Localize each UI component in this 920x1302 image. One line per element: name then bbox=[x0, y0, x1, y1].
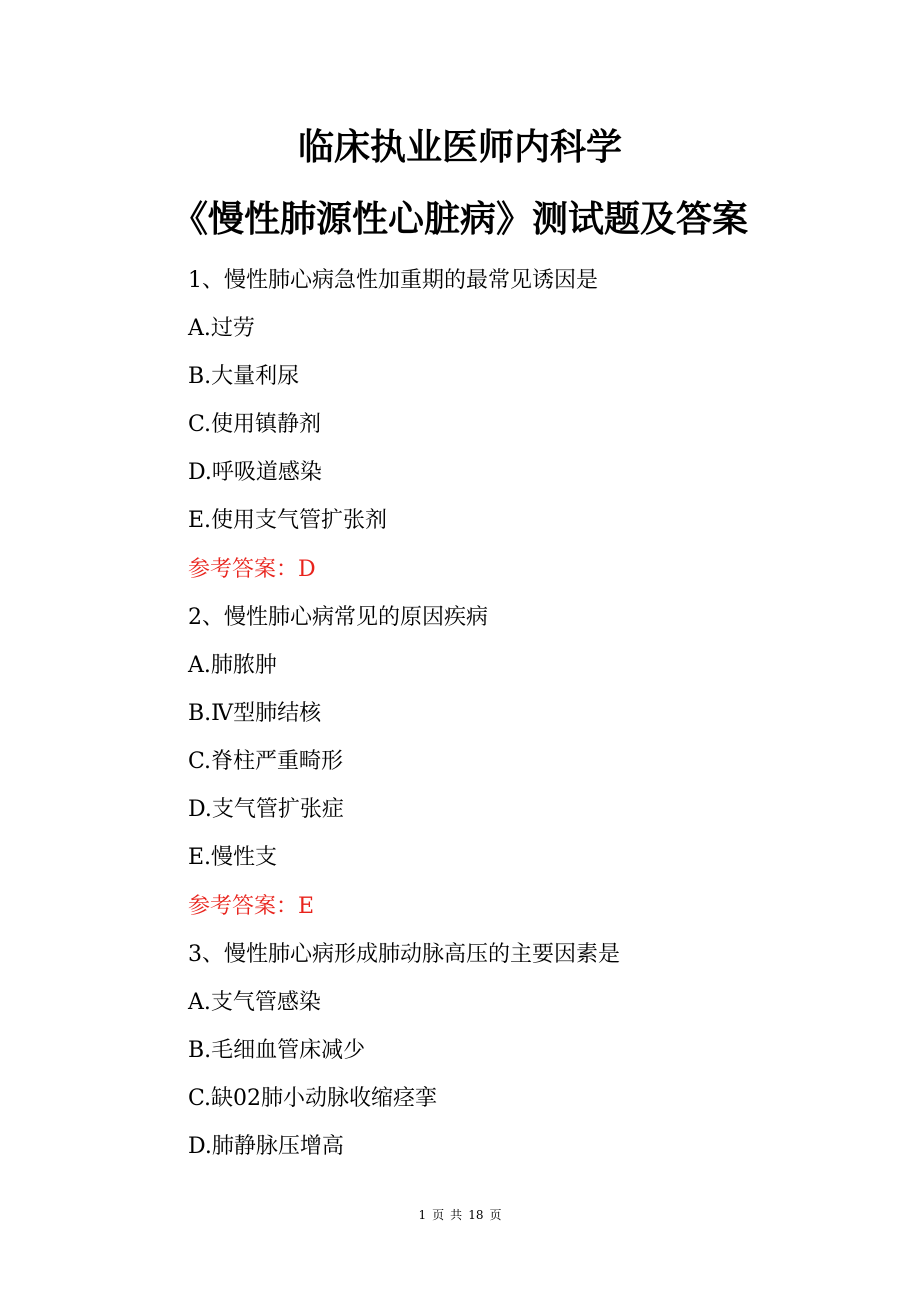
question-3-option-d: D.肺静脉压增高 bbox=[188, 1134, 344, 1159]
question-1-stem: 1、慢性肺心病急性加重期的最常见诱因是 bbox=[188, 268, 598, 293]
total-label: 共 bbox=[450, 1208, 463, 1222]
question-1-option-b: B.大量利尿 bbox=[188, 364, 300, 389]
question-2-stem: 2、慢性肺心病常见的原因疾病 bbox=[188, 605, 488, 630]
question-2-option-b: B.Ⅳ型肺结核 bbox=[188, 701, 322, 726]
question-2-option-c: C.脊柱严重畸形 bbox=[188, 749, 344, 774]
question-1-answer: 参考答案：D bbox=[188, 557, 316, 582]
question-2-option-d: D.支气管扩张症 bbox=[188, 797, 344, 822]
page-label: 页 bbox=[432, 1208, 445, 1222]
question-2-answer: 参考答案：E bbox=[188, 894, 315, 919]
question-3-option-c: C.缺02肺小动脉收缩痉挛 bbox=[188, 1086, 438, 1111]
question-2-option-e: E.慢性支 bbox=[188, 845, 278, 870]
question-1-option-c: C.使用镇静剂 bbox=[188, 412, 322, 437]
question-1-option-e: E.使用支气管扩张剂 bbox=[188, 508, 388, 533]
question-1-option-a: A.过劳 bbox=[188, 316, 255, 341]
question-3-option-a: A.支气管感染 bbox=[188, 990, 321, 1015]
question-3-stem: 3、慢性肺心病形成肺动脉高压的主要因素是 bbox=[188, 942, 620, 967]
page-label-end: 页 bbox=[489, 1208, 502, 1222]
document-title-line1: 临床执业医师内科学 bbox=[297, 127, 622, 168]
question-3-option-b: B.毛细血管床减少 bbox=[188, 1038, 366, 1063]
question-1-option-d: D.呼吸道感染 bbox=[188, 460, 322, 485]
page-number-current: 1 bbox=[418, 1208, 427, 1222]
question-2-option-a: A.肺脓肿 bbox=[188, 653, 277, 678]
document-title-line2: 《慢性肺源性心脏病》测试题及答案 bbox=[171, 199, 748, 240]
page-footer bbox=[0, 1206, 920, 1224]
page-number-total: 18 bbox=[468, 1208, 484, 1222]
